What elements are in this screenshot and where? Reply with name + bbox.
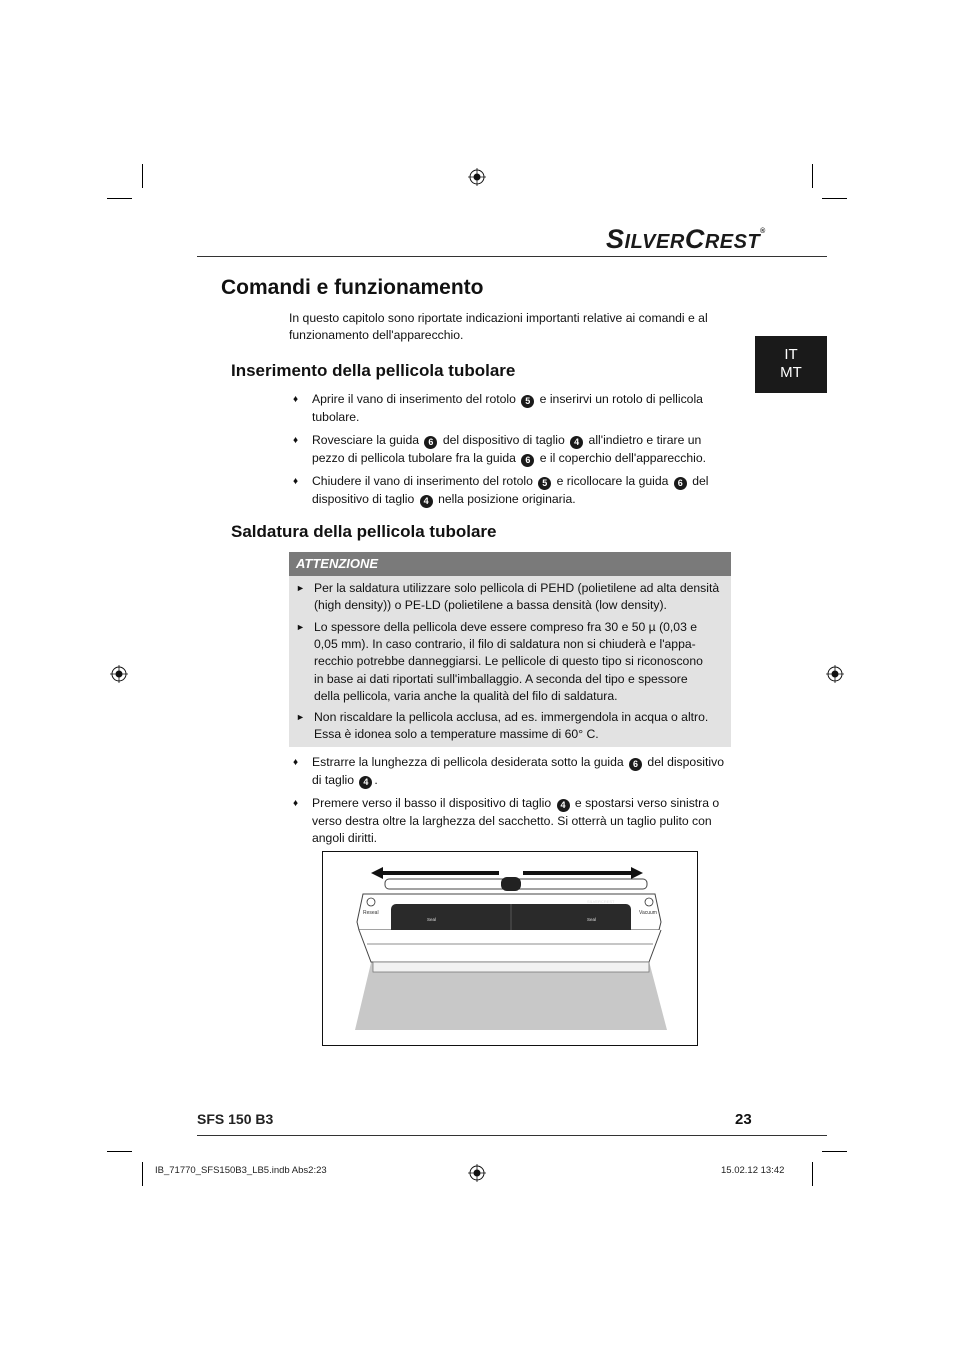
- registration-mark-icon: [826, 665, 844, 683]
- crop-mark-icon: [107, 1151, 132, 1152]
- diamond-bullet-icon: ♦: [293, 435, 299, 446]
- crop-mark-icon: [822, 1151, 847, 1152]
- diamond-bullet-icon: ♦: [293, 798, 299, 809]
- registration-mark-icon: [110, 665, 128, 683]
- list-item: ♦ Chiudere il vano di inserimento del rotolo 5 e ricollocare la guida 6 del dispositivo di taglio 4 nella posizione originaria.: [293, 474, 709, 506]
- page-title: Comandi e funzionamento: [221, 276, 484, 299]
- number-circle-icon: 6: [629, 758, 642, 771]
- vacuum-label: Vacuum: [639, 910, 657, 916]
- brand-logo: SILVERCREST®: [606, 224, 766, 254]
- number-circle-icon: 6: [674, 477, 687, 490]
- number-circle-icon: 4: [570, 436, 583, 449]
- diamond-bullet-icon: ♦: [293, 757, 299, 768]
- list-item: ♦ Rovesciare la guida 6 del dispositivo di taglio 4 all'indietro e tirare un pezzo di pellicola tubolare fra la guida 6 e il coperchio dell'apparecchio.: [293, 433, 706, 465]
- crop-mark-icon: [812, 164, 813, 188]
- crop-mark-icon: [822, 198, 847, 199]
- seal-left-label: Seal: [427, 917, 437, 922]
- number-circle-icon: 4: [359, 776, 372, 789]
- crop-mark-icon: [107, 198, 132, 199]
- page-number: 23: [735, 1111, 752, 1128]
- registration-mark-icon: [468, 168, 486, 186]
- diamond-bullet-icon: ♦: [293, 476, 299, 487]
- triangle-arrow-icon: ►: [296, 712, 305, 722]
- number-circle-icon: 6: [424, 436, 437, 449]
- device-brand-label: SILVERCREST: [587, 899, 615, 904]
- diamond-bullet-icon: ♦: [293, 394, 299, 405]
- crop-mark-icon: [812, 1162, 813, 1186]
- number-circle-icon: 5: [538, 477, 551, 490]
- print-slug-right: 15.02.12 13:42: [721, 1165, 785, 1176]
- number-circle-icon: 5: [521, 395, 534, 408]
- list-item: ♦ Premere verso il basso il dispositivo di taglio 4 e spostarsi verso sinistra o verso destra oltre la larghezza del sacchetto. Si otterrà un taglio pulito con angoli diritti.: [293, 796, 720, 845]
- reseal-label: Reseal: [363, 910, 379, 916]
- model-name: SFS 150 B3: [197, 1111, 274, 1127]
- triangle-arrow-icon: ►: [296, 583, 305, 593]
- list-item: ♦ Estrarre la lunghezza di pellicola desiderata sotto la guida 6 del dispositivo di taglio 4 .: [293, 755, 724, 787]
- warning-header: ATTENZIONE: [289, 552, 731, 576]
- print-slug-left: IB_71770_SFS150B3_LB5.indb Abs2:23: [155, 1165, 327, 1176]
- number-circle-icon: 4: [557, 799, 570, 812]
- vacuum-sealer-illustration: [322, 851, 698, 1046]
- seal-right-label: Seal: [587, 917, 597, 922]
- number-circle-icon: 6: [521, 454, 534, 467]
- section-heading-insertion: Inserimento della pellicola tubolare: [231, 361, 516, 380]
- warning-item: ► Lo spessore della pellicola deve essere compreso fra 30 e 50 µ (0,03 e 0,05 mm). In caso contrario, il filo di saldatura non si chiuderà e l'appa- recchio potrebbe danneggiarsi. Le pellicole di questo tipo si riconoscono in base ai dati riportati sull'imballaggio. A seconda del tipo e spessore della pellicola, varia anche la qualità del filo di saldatura.: [296, 620, 703, 703]
- crop-mark-icon: [142, 164, 143, 188]
- warning-item: ► Per la saldatura utilizzare solo pellicola di PEHD (polietilene ad alta densità (high density)) o PE-LD (polietilene a bassa densità (low density).: [296, 581, 720, 613]
- registration-mark-icon: [468, 1164, 486, 1182]
- section-heading-sealing: Saldatura della pellicola tubolare: [231, 522, 497, 541]
- footer-rule: [197, 1135, 827, 1136]
- device-drawing: [323, 852, 697, 1045]
- header-rule: [197, 256, 827, 257]
- number-circle-icon: 4: [420, 495, 433, 508]
- warning-item: ► Non riscaldare la pellicola acclusa, ad es. immergendola in acqua o altro. Essa è idonea solo a temperature massime di 60° C.: [296, 710, 709, 742]
- crop-mark-icon: [142, 1162, 143, 1186]
- language-tab: IT MT: [755, 336, 827, 393]
- intro-paragraph: In questo capitolo sono riportate indicazioni importanti relative ai comandi e al funzionamento dell'apparecchio.: [289, 311, 708, 342]
- list-item: ♦ Aprire il vano di inserimento del rotolo 5 e inserirvi un rotolo di pellicola tubolare.: [293, 392, 703, 424]
- triangle-arrow-icon: ►: [296, 622, 305, 632]
